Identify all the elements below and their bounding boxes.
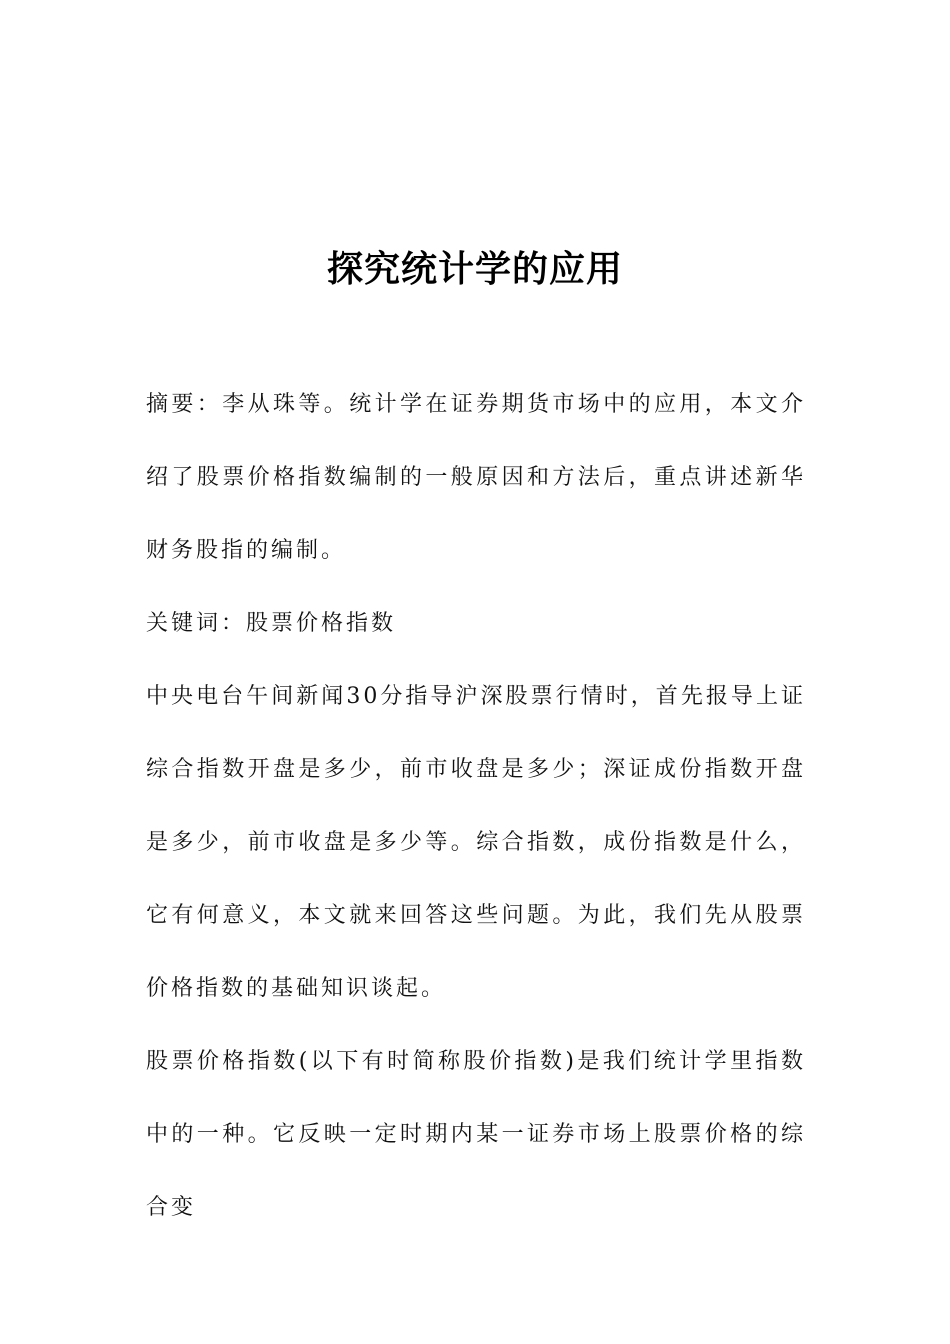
document-body bbox=[146, 368, 806, 1244]
definition-paragraph: 股票价格指数(以下有时简称股价指数)是我们统计学里指数中的一种。它反映一定时期内某一证券市场上股票价格的综合变 bbox=[146, 1049, 806, 1220]
document-title: 探究统计学的应用 bbox=[326, 249, 623, 291]
keywords-paragraph: 关键词：股票价格指数 bbox=[146, 611, 397, 636]
intro-paragraph: 中央电台午间新闻30分指导沪深股票行情时，首先报导上证综合指数开盘是多少，前市收盘是多少；深证成份指数开盘是多少，前市收盘是多少等。综合指数，成份指数是什么，它有何意义，本文就来回答这些问题。为此，我们先从股票价格指数的基础知识谈起。 bbox=[146, 684, 806, 1001]
abstract-paragraph: 摘要：李从珠等。统计学在证券期货市场中的应用，本文介绍了股票价格指数编制的一般原因和方法后，重点讲述新华财务股指的编制。 bbox=[146, 392, 806, 563]
